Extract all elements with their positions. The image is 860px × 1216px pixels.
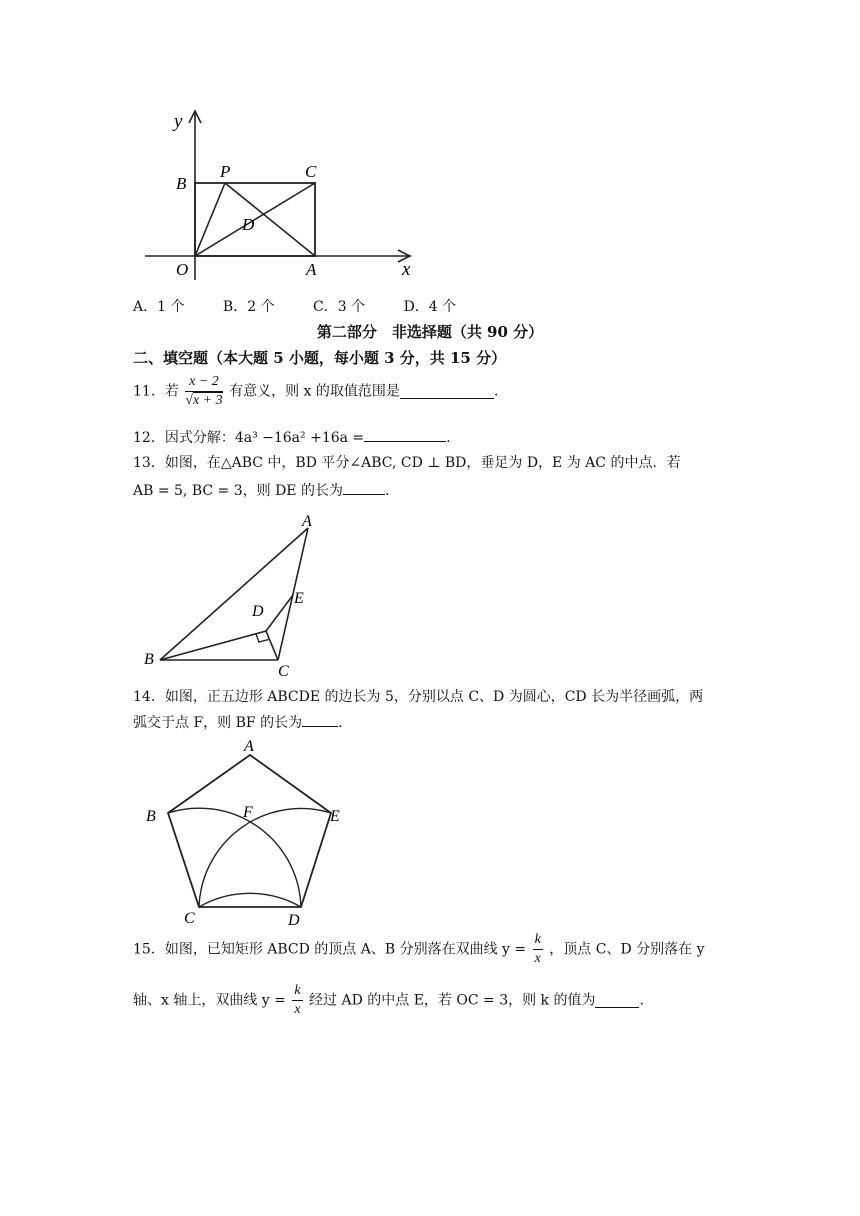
q13-answer-blank (343, 480, 385, 495)
q15-line1-text-a: 15．如图，已知矩形 ABCD 的顶点 A、B 分别落在双曲线 y = (133, 941, 527, 958)
label-A: A (306, 260, 317, 279)
figure-pentagon (140, 735, 360, 930)
q15-fraction-2 (292, 982, 302, 1019)
figure-triangle (140, 508, 340, 680)
q13-line2-text: AB = 5, BC = 3，则 DE 的长为 (133, 483, 343, 499)
q15-denominator-1: x (534, 951, 541, 966)
label-P: P (220, 162, 231, 181)
q13-line1: 13．如图，在△ABC 中，BD 平分∠ABC, CD ⊥ BD，垂足为 D，E 为 AC 的中点．若 (133, 455, 681, 471)
q11-radicand: x + 3 (192, 393, 223, 408)
q14-answer-blank (302, 712, 338, 727)
q11-end: . (493, 383, 499, 400)
label-B: B (176, 174, 187, 193)
segment-DC (266, 631, 278, 660)
figure-rectangle-axes (130, 105, 430, 290)
label-y: y (174, 111, 183, 132)
label-x: x (402, 259, 411, 280)
label-C: C (305, 162, 317, 181)
q11-fraction (185, 373, 222, 410)
label-D: D (252, 603, 264, 620)
q15-denominator-2: x (294, 1002, 301, 1017)
q12-answer-blank (364, 427, 446, 442)
q10-options (133, 296, 456, 316)
question-11 (133, 373, 498, 410)
label-A: A (302, 513, 312, 530)
label-D: D (288, 912, 300, 929)
option-c: C．3 个 (313, 299, 366, 315)
option-a: A．1 个 (133, 299, 185, 315)
label-E: E (294, 590, 304, 607)
option-b: B．2 个 (222, 299, 275, 315)
label-C: C (184, 910, 195, 927)
segment-PA (225, 183, 315, 256)
label-C: C (278, 663, 289, 680)
section2-title: 二、填空题（本大题 5 小题，每小题 3 分，共 15 分） (133, 349, 507, 367)
q15-answer-blank (595, 993, 639, 1008)
q12-text: 12．因式分解：4a³ −16a² +16a = (133, 430, 365, 446)
q15-line2-text-a: 轴、x 轴上，双曲线 y = (133, 992, 286, 1009)
label-F: F (243, 804, 253, 821)
pentagon-ABCDE (168, 755, 331, 907)
arc-center-C (168, 808, 301, 907)
arc-from-C-D (199, 893, 301, 907)
question-12 (133, 427, 451, 447)
q12-end: . (446, 430, 451, 446)
label-E: E (330, 808, 340, 825)
q11-numerator: x − 2 (185, 373, 222, 392)
q15-numerator-2: k (292, 982, 302, 1001)
q15-line1-text-b: ，顶点 C、D 分别落在 y (549, 941, 705, 958)
q14-end: . (338, 715, 343, 731)
q13-line2 (133, 480, 389, 500)
q14-line1: 14．如图，正五边形 ABCDE 的边长为 5，分别以点 C、D 为圆心，CD 长为半径画弧，两 (133, 689, 704, 705)
q15-numerator-1: k (533, 931, 543, 950)
segment-OC (195, 183, 315, 256)
q11-answer-blank (400, 384, 494, 399)
label-A: A (244, 738, 254, 755)
q14-line2-text: 弧交于点 F，则 BF 的长为 (133, 715, 303, 731)
q11-prefix: 11．若 (133, 383, 179, 400)
q15-fraction-1 (533, 931, 543, 968)
q11-text: 有意义，则 x 的取值范围是 (229, 383, 400, 400)
part2-title: 第二部分 非选择题（共 90 分） (316, 323, 544, 341)
q15-line1 (133, 931, 704, 968)
label-O: O (176, 260, 189, 279)
label-D: D (242, 215, 255, 234)
option-d: D．4 个 (403, 299, 457, 315)
arc-center-D (199, 808, 331, 907)
segment-OP (195, 183, 225, 256)
q15-line2 (133, 982, 644, 1019)
q15-end: . (639, 992, 644, 1009)
right-angle-mark (256, 634, 269, 642)
q11-denominator: √x + 3 (185, 393, 223, 408)
label-B: B (146, 808, 156, 825)
label-B: B (144, 651, 154, 668)
q14-line2 (133, 712, 343, 732)
q15-line2-text-b: 经过 AD 的中点 E，若 OC = 3，则 k 的值为 (309, 992, 596, 1009)
q13-end: . (384, 483, 390, 499)
